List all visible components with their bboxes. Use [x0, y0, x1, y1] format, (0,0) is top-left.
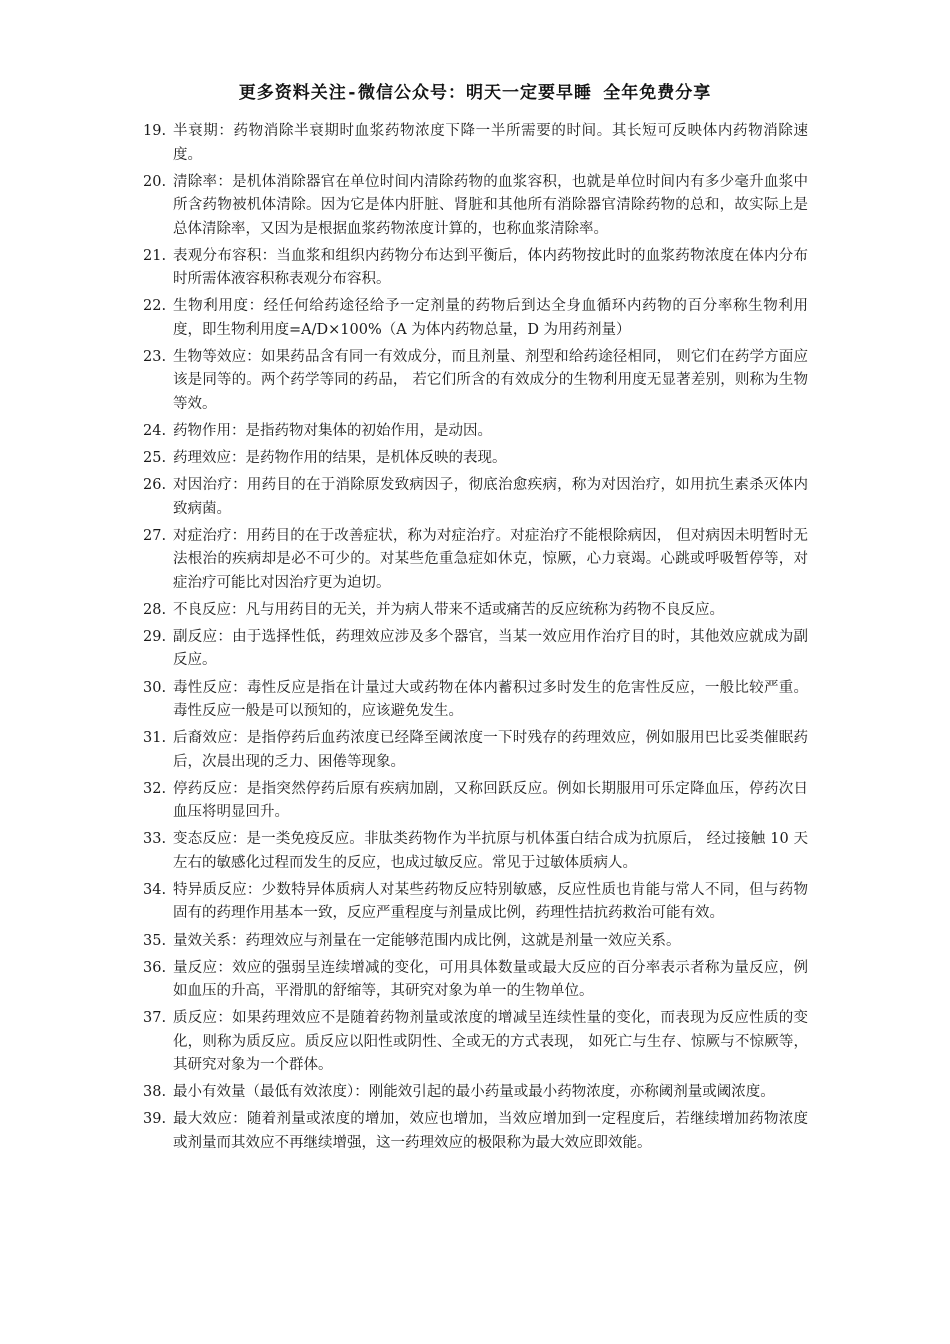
item-number: 29. [143, 628, 167, 645]
item-number: 36. [143, 959, 167, 976]
item-text: 副反应：由于选择性低，药理效应涉及多个器官，当某一效应用作治疗目的时，其他效应就成为副反应。 [173, 628, 808, 669]
list-item [143, 245, 808, 292]
item-text: 表观分布容积：当血浆和组织内药物分布达到平衡后，体内药物按此时的血浆药物浓度在体内分布时所需体液容积称表观分布容积。 [173, 247, 808, 288]
item-number: 37. [143, 1010, 167, 1027]
item-text: 最小有效量（最低有效浓度）：刚能效引起的最小药量或最小药物浓度，亦称阈剂量或阈浓度。 [173, 1084, 775, 1101]
item-text: 停药反应：是指突然停药后原有疾病加剧，又称回跃反应。例如长期服用可乐定降血压，停药次日血压将明显回升。 [173, 780, 808, 821]
item-text: 后裔效应：是指停药后血药浓度已经降至阈浓度一下时残存的药理效应，例如服用巴比妥类催眠药后，次晨出现的乏力、困倦等现象。 [173, 730, 808, 770]
item-text: 清除率：是机体消除器官在单位时间内清除药物的血浆容积，也就是单位时间内有多少毫升血浆中所含药物被机体清除。因为它是体内肝脏、肾脏和其他所有消除器官清除药物的总和，故实际上是总体清除率，又因为是根据血浆药物浓度计算的，也称血浆清除率。 [173, 173, 808, 237]
item-text: 对症治疗：用药目的在于改善症状，称为对症治疗。对症治疗不能根除病因， 但对病因未明暂时无法根治的疾病却是必不可少的。对某些危重急症如休克，惊厥，心力衰竭。心跳或呼吸暂停等，对症治疗可能比对因治疗更为迫切。 [173, 527, 808, 591]
item-number: 34. [143, 881, 167, 898]
item-number: 30. [143, 679, 167, 696]
list-item [143, 828, 808, 875]
item-number: 39. [143, 1111, 167, 1128]
item-text: 药物作用：是指药物对集体的初始作用，是动因。 [173, 422, 492, 439]
item-text: 变态反应：是一类免疫反应。非肽类药物作为半抗原与机体蛋白结合成为抗原后， 经过接触 10 天左右的敏感化过程而发生的反应，也成过敏反应。常见于过敏体质病人。 [173, 831, 808, 871]
list-item [143, 626, 808, 673]
item-number: 20. [143, 173, 167, 190]
list-item [143, 420, 808, 444]
item-number: 28. [143, 601, 167, 618]
list-item [143, 1108, 808, 1155]
list-item [143, 447, 808, 471]
list-item [143, 879, 808, 926]
item-text: 毒性反应：毒性反应是指在计量过大或药物在体内蓄积过多时发生的危害性反应，一般比较严重。毒性反应一般是可以预知的，应该避免发生。 [173, 679, 808, 720]
list-item [143, 778, 808, 825]
list-item [143, 677, 808, 724]
item-text: 特异质反应：少数特异体质病人对某些药物反应特别敏感，反应性质也肯能与常人不同，但与药物固有的药理作用基本一致，反应严重程度与剂量成比例，药理性拮抗药救治可能有效。 [173, 881, 808, 922]
item-number: 35. [143, 932, 167, 949]
list-item [143, 957, 808, 1004]
item-number: 32. [143, 780, 167, 797]
item-text: 半衰期：药物消除半衰期时血浆药物浓度下降一半所需要的时间。其长短可反映体内药物消除速度。 [173, 123, 808, 163]
item-number: 26. [143, 477, 167, 494]
item-number: 38. [143, 1084, 167, 1101]
list-item [143, 599, 808, 623]
list-item [143, 930, 808, 954]
list-item [143, 1081, 808, 1105]
list-item [143, 1007, 808, 1078]
list-item [143, 120, 808, 167]
item-number: 31. [143, 730, 167, 747]
item-number: 19. [143, 123, 167, 139]
item-number: 23. [143, 348, 167, 365]
item-number: 27. [143, 527, 167, 544]
item-text: 量反应：效应的强弱呈连续增减的变化，可用具体数量或最大反应的百分率表示者称为量反应，例如血压的升高，平滑肌的舒缩等，其研究对象为单一的生物单位。 [173, 959, 808, 1000]
list-item [143, 171, 808, 242]
list-item [143, 525, 808, 596]
item-number: 21. [143, 247, 167, 264]
list-item [143, 346, 808, 417]
definition-list [143, 120, 808, 1159]
item-text: 不良反应：凡与用药目的无关，并为病人带来不适或痛苦的反应统称为药物不良反应。 [173, 601, 724, 618]
item-text: 最大效应：随着剂量或浓度的增加，效应也增加，当效应增加到一定程度后，若继续增加药物浓度或剂量而其效应不再继续增强，这一药理效应的极限称为最大效应即效能。 [173, 1111, 808, 1151]
item-number: 33. [143, 831, 167, 848]
item-text: 质反应：如果药理效应不是随着药物剂量或浓度的增减呈连续性量的变化，而表现为反应性质的变化，则称为质反应。质反应以阳性或阴性、全或无的方式表现， 如死亡与生存、惊厥与不惊厥等，其研究对象为一个群体。 [173, 1010, 808, 1074]
item-text: 药理效应：是药物作用的结果，是机体反映的表现。 [173, 450, 507, 467]
item-text: 对因治疗：用药目的在于消除原发致病因子，彻底治愈疾病，称为对因治疗，如用抗生素杀灭体内致病菌。 [173, 477, 808, 517]
item-number: 24. [143, 422, 167, 439]
item-text: 量效关系：药理效应与剂量在一定能够范围内成比例，这就是剂量一效应关系。 [173, 932, 681, 949]
item-text: 生物利用度：经任何给药途径给予一定剂量的药物后到达全身血循环内药物的百分率称生物利用度，即生物利用度=A/D×100%（A 为体内药物总量，D 为用药剂量） [173, 298, 808, 338]
item-number: 25. [143, 450, 167, 467]
list-item [143, 474, 808, 521]
page-header: 更多资料关注-微信公众号：明天一定要早睡 全年免费分享 [238, 83, 712, 103]
item-text: 生物等效应：如果药品含有同一有效成分，而且剂量、剂型和给药途径相同， 则它们在药学方面应该是同等的。两个药学等同的药品， 若它们所含的有效成分的生物利用度无显著差别，则称为生物等效。 [173, 348, 808, 412]
list-item [143, 295, 808, 342]
item-number: 22. [143, 298, 167, 315]
list-item [143, 727, 808, 774]
